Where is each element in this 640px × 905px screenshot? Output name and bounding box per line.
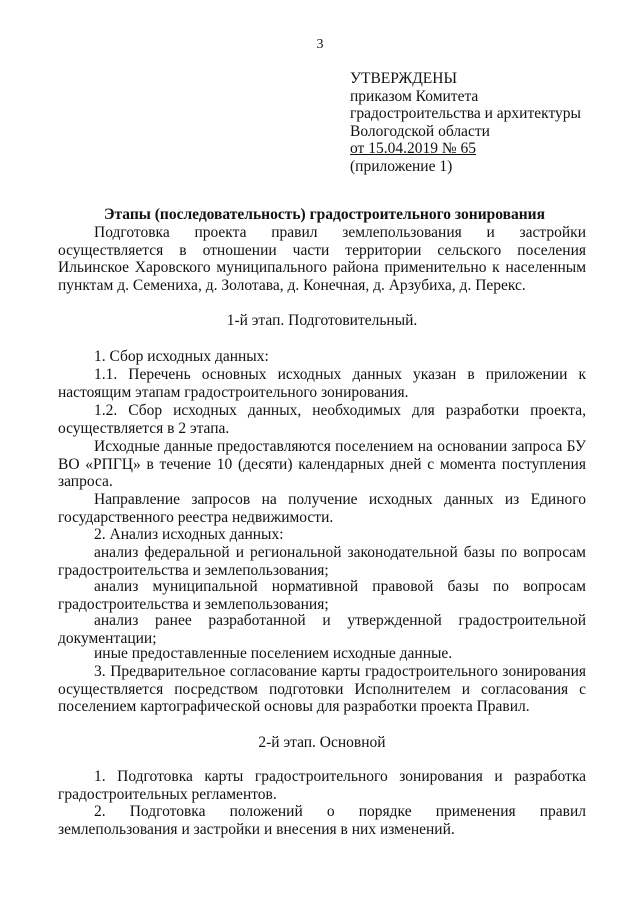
paragraph: иные предоставленные поселением исходные данные. <box>94 645 453 662</box>
stage1-heading: 1-й этап. Подготовительный. <box>226 312 418 329</box>
paragraph: 3. Предварительное согласование карты градостроительного зонирования осуществляется посредством подготовки Исполнителем и согласования с поселением картографической основы для разработки проекта Правил. <box>58 663 586 715</box>
approval-date: от 15.04.2019 № 65 <box>350 140 476 157</box>
paragraph: 1. Сбор исходных данных: <box>94 348 269 365</box>
approval-title: УТВЕРЖДЕНЫ <box>350 70 457 87</box>
approval-line: приказом Комитета <box>350 87 479 105</box>
approval-line: градостроительства и архитектуры <box>350 105 581 122</box>
paragraph: 1.1. Перечень основных исходных данных указан в приложении к настоящим этапам градостроительного зонирования. <box>58 366 586 401</box>
approval-block <box>350 70 620 175</box>
stage2-heading: 2-й этап. Основной <box>258 734 386 751</box>
paragraph: Исходные данные предоставляются поселением на основании запроса БУ ВО «РПГЦ» в течение 10 (десяти) календарных дней с момента поступления запроса. <box>58 438 586 490</box>
approval-line: (приложение 1) <box>350 157 453 175</box>
approval-line: Вологодской области <box>350 122 490 140</box>
paragraph: Направление запросов на получение исходных данных из Единого государственного реестра недвижимости. <box>58 491 586 526</box>
page-number: 3 <box>316 37 324 52</box>
paragraph: 2. Анализ исходных данных: <box>94 526 284 543</box>
intro-paragraph: Подготовка проекта правил землепользования и застройки осуществляется в отношении части территории сельского поселения Ильинское Харовского муниципального района применительно к населенным пунктам д. Семениха, д. Золотава, д. Конечная, д. Арзубиха, д. Перекс. <box>58 224 586 294</box>
paragraph: 1.2. Сбор исходных данных, необходимых для разработки проекта, осуществляется в 2 этапа. <box>58 402 586 437</box>
paragraph: 2. Подготовка положений о порядке применения правил землепользования и застройки и внесения в них изменений. <box>58 803 586 838</box>
paragraph: анализ муниципальной нормативной правовой базы по вопросам градостроительства и землепользования; <box>58 578 586 613</box>
paragraph: анализ федеральной и региональной законодательной базы по вопросам градостроительства и землепользования; <box>58 544 586 579</box>
document-title: Этапы (последовательность) градостроительного зонирования <box>103 206 545 223</box>
paragraph: анализ ранее разработанной и утвержденной градостроительной документации; <box>58 612 586 647</box>
paragraph: 1. Подготовка карты градостроительного зонирования и разработка градостроительных регламентов. <box>58 768 586 803</box>
